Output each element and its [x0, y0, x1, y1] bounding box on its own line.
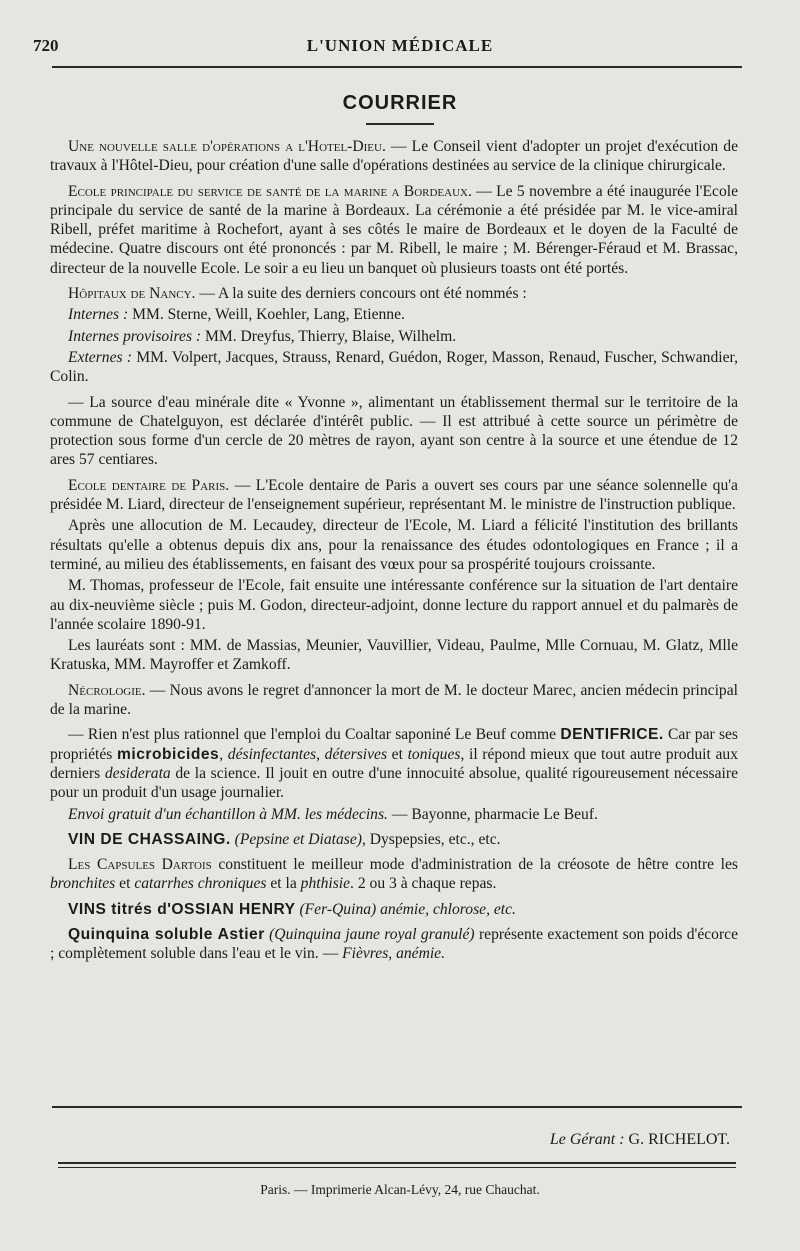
news-nancy-text: — A la suite des derniers concours ont été nommés :: [195, 285, 527, 303]
ad-coaltar-text: de la science. Il jouit en outre d'une innocuité absolue, qualité rigoureusement nécessaire pour un produit d'un usage journalier.: [50, 764, 738, 802]
ad-dartois-italic: bronchites: [50, 875, 116, 893]
ad-coaltar-italic: désinfectantes, détersives: [227, 745, 388, 763]
signature: [550, 1131, 730, 1149]
news-hotel-dieu: [50, 137, 738, 176]
news-ecole-dentaire-text: — L'Ecole dentaire de Paris a ouvert ses cours par une séance solennelle qu'a présidée M. Liard, directeur de l'enseignement supérieur, représentant M. le ministre de l'instruction publique.: [50, 476, 738, 514]
ecole-dentaire-laureats: Les lauréats sont : MM. de Massias, Meunier, Vauvillier, Videau, Paulme, Mlle Cornuau, M. Glatz, Mlle Kratuska, MM. Mayroffer et Zamkoff.: [50, 637, 738, 674]
ad-dartois-text: et la: [266, 875, 301, 893]
news-necrologie: [50, 681, 738, 720]
ecole-dentaire-allocution: Après une allocution de M. Lecaudey, directeur de l'Ecole, M. Liard a félicité l'institution des brillants résultats qu'elle a obtenus depuis dix ans, pour la renaissance des études odontologiques en France ; il a terminé, au milieu des établissements, en faisant des vœux pour sa prospérité toujours croissante.: [50, 517, 738, 573]
internes-label: Internes :: [68, 306, 129, 324]
news-hotel-dieu-text: — Le Conseil vient d'adopter un projet d'exécution de travaux à l'Hôtel-Dieu, pour création d'une salle d'opérations destinées au service de la clinique chirurgicale.: [50, 138, 738, 175]
ad-coaltar-address: — Bayonne, pharmacie Le Beuf.: [387, 805, 598, 823]
ad-dartois-name: Les Capsules Dartois: [68, 856, 212, 874]
printer-imprint: Paris. — Imprimerie Alcan-Lévy, 24, rue Chauchat.: [260, 1182, 540, 1197]
ad-astier-text: représente exactement son poids d'écorce ; complètement soluble dans l'eau et le vin. —: [50, 925, 738, 963]
ad-coaltar-text: , il répond mieux que tout autre produit aux derniers: [50, 745, 738, 782]
externes-names: MM. Volpert, Jacques, Strauss, Renard, Guédon, Roger, Masson, Renaud, Fuscher, Schwandier, Colin.: [50, 348, 738, 386]
signature-name: G. RICHELOT.: [624, 1131, 730, 1148]
footer-rule-top: [52, 1106, 742, 1108]
article-body: [50, 137, 738, 970]
ad-chassaing: [50, 830, 738, 849]
ad-coaltar-sample-text: Envoi gratuit d'un échantillon à MM. les médecins.: [68, 805, 388, 823]
title-underline: [366, 123, 434, 125]
ad-astier-indications: Fièvres, anémie.: [342, 945, 445, 963]
news-bordeaux-text: — Le 5 novembre a été inaugurée l'Ecole principale du service de santé de la marine à Bordeaux. La cérémonie a été présidée par M. le vice-amiral Ribell, préfet maritime à Rochefort, ayant à ses côtés le maire de Bordeaux et le doyen de la Faculté de médecine. Quatre discours ont été prononcés : par M. Ribell, le maire ; M. Bérenger-Féraud et M. Brassac, directeur de la nouvelle Ecole. Le soir a eu lieu un banquet où plusieurs toasts ont été portés.: [50, 182, 738, 277]
footer-rule-bottom: [58, 1162, 736, 1164]
ad-coaltar-text: et: [387, 745, 408, 763]
ad-coaltar-italic: toniques: [407, 745, 461, 763]
ad-coaltar: [50, 725, 738, 802]
ad-chassaing-name: VIN DE CHASSAING.: [68, 830, 231, 848]
ad-astier: [50, 925, 738, 964]
ad-dartois-text: . 2 ou 3 à chaque repas.: [350, 875, 497, 893]
provisoires-names: MM. Dreyfus, Thierry, Blaise, Wilhelm.: [201, 327, 457, 345]
news-necrologie-text: — Nous avons le regret d'annoncer la mort de M. le docteur Marec, ancien médecin principal de la marine.: [50, 681, 738, 719]
ad-coaltar-dentifrice: DENTIFRICE.: [560, 726, 664, 744]
nancy-internes: [50, 305, 738, 324]
ad-dartois-text: constituent le meilleur mode d'administration de la créosote de hêtre contre les: [211, 856, 738, 874]
ad-ossian-henry: [50, 900, 738, 919]
ad-astier-name: Quinquina soluble Astier: [68, 925, 265, 943]
news-nancy-heading: Hôpitaux de Nancy.: [68, 285, 196, 303]
ad-coaltar-text: Car par ses propriétés: [50, 726, 738, 763]
news-necrologie-heading: Nécrologie.: [68, 681, 146, 699]
ad-dartois-italic: catarrhes chroniques: [134, 875, 267, 893]
externes-label: Externes :: [68, 348, 132, 366]
ad-coaltar-text: — Rien n'est plus rationnel que l'emploi du Coaltar saponiné Le Beuf comme: [68, 726, 561, 744]
page-header: [0, 34, 800, 64]
internes-names: MM. Sterne, Weill, Koehler, Lang, Etienne.: [128, 306, 405, 324]
ad-coaltar-microbicides: microbicides: [117, 745, 220, 763]
footer-rule-bottom-thin: [58, 1167, 736, 1168]
nancy-externes: [50, 348, 738, 387]
ad-chassaing-paren: (Pepsine et Diatase): [230, 830, 362, 848]
news-hotel-dieu-heading: Une nouvelle salle d'opérations a l'Hotel-Dieu.: [68, 138, 386, 155]
ad-chassaing-text: , Dyspepsies, etc., etc.: [361, 830, 501, 848]
page-number: 720: [33, 36, 59, 55]
news-nancy: [50, 284, 738, 303]
section-title: COURRIER: [342, 92, 458, 114]
header-rule: [52, 66, 742, 68]
news-bordeaux: [50, 182, 738, 278]
ecole-dentaire-conference: M. Thomas, professeur de l'Ecole, fait ensuite une intéressante conférence sur la situation de l'art dentaire au dix-neuvième siècle ; puis M. Godon, directeur-adjoint, donne lecture du rapport annuel et du palmarès de l'année scolaire 1890-91.: [50, 577, 738, 633]
signature-label: Le Gérant :: [549, 1131, 625, 1148]
news-source-yvonne: — La source d'eau minérale dite « Yvonne », alimentant un établissement thermal sur le territoire de la commune de Chatelguyon, est déclarée d'intérêt public. — Il est attribué à cette source un périmètre de protection sous forme d'un cercle de 20 mètres de rayon, ayant son centre à la source et une étendue de 12 ares 57 centiares.: [50, 393, 738, 469]
ad-coaltar-sample: [50, 805, 738, 824]
news-bordeaux-heading: Ecole principale du service de santé de la marine a Bordeaux.: [68, 182, 472, 200]
ad-coaltar-text: ,: [219, 745, 228, 763]
ad-coaltar-italic: desiderata: [104, 764, 171, 782]
ad-ossian-paren: (Fer-Quina) anémie, chlorose, etc.: [295, 900, 516, 918]
ad-astier-paren: (Quinquina jaune royal granulé): [264, 925, 475, 943]
ad-dartois-text: et: [115, 875, 135, 893]
ad-dartois: [50, 855, 738, 894]
nancy-provisoires: [50, 327, 738, 346]
news-ecole-dentaire: [50, 476, 738, 515]
provisoires-label: Internes provisoires :: [68, 327, 202, 345]
news-ecole-dentaire-heading: Ecole dentaire de Paris.: [68, 476, 230, 494]
ad-ossian-name: VINS titrés d'OSSIAN HENRY: [68, 900, 296, 918]
running-head: L'UNION MÉDICALE: [306, 36, 494, 55]
ad-dartois-italic: phthisie: [300, 875, 351, 893]
